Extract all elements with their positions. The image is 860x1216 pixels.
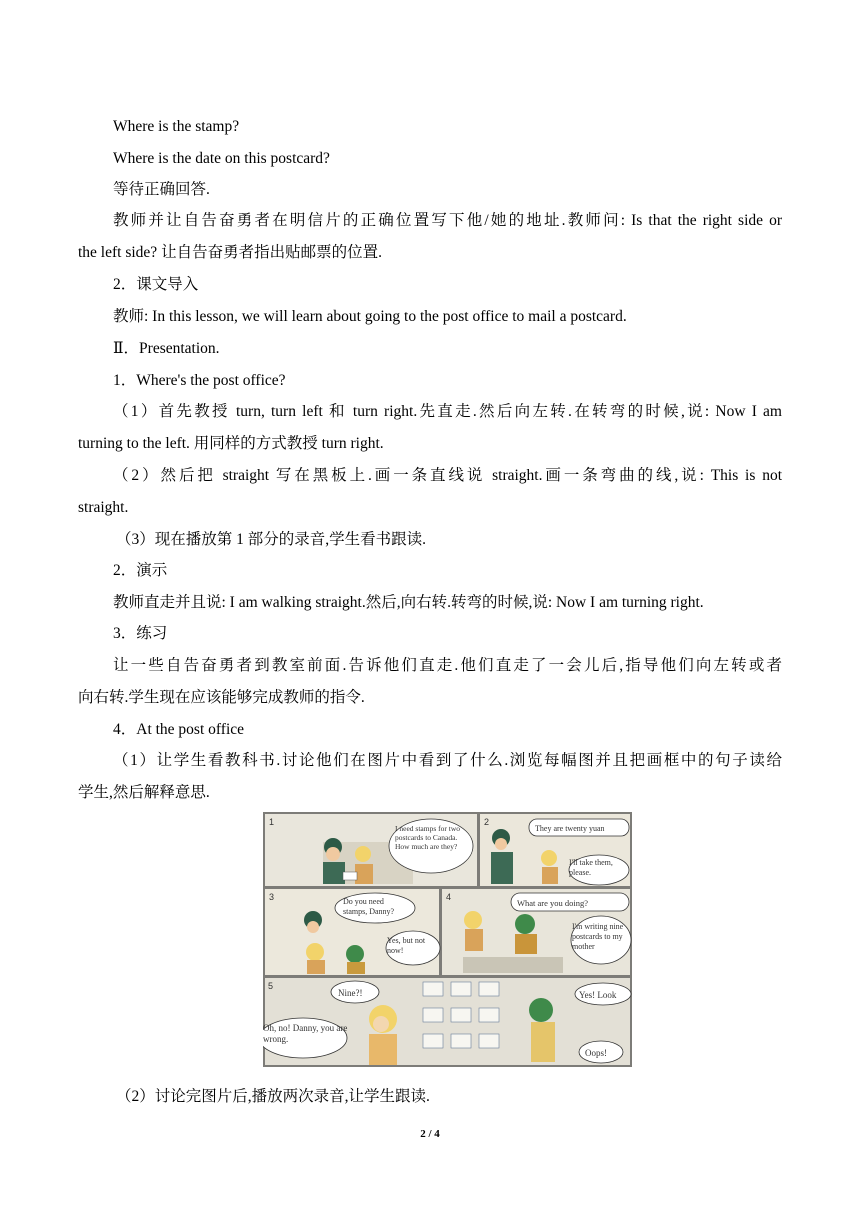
section-heading: 2．课文导入 xyxy=(113,276,199,293)
text-line: 学生,然后解释意思. xyxy=(78,784,210,801)
section-heading: 3．练习 xyxy=(113,625,168,642)
comic-svg xyxy=(263,812,632,1067)
text-line: Where is the stamp? xyxy=(113,118,240,135)
text-line: turning to the left. 用同样的方式教授 turn right. xyxy=(78,435,384,452)
speech-bubble-text: Nine?! xyxy=(338,988,363,998)
section-heading: 2．演示 xyxy=(113,562,168,579)
speech-bubble-text: Oops! xyxy=(585,1048,607,1058)
text-line: 等待正确回答. xyxy=(113,181,210,198)
text-line: 教师: In this lesson, we will learn about going to the post office to mail a postcard. xyxy=(113,308,627,325)
speech-bubble-text: Oh, no! Danny, you are wrong. xyxy=(263,1023,348,1044)
section-heading: 4．At the post office xyxy=(113,721,245,738)
panel-number: 4 xyxy=(446,892,452,902)
text-line: （1）首先教授 turn, turn left 和 turn right.先直走.然后向左转.在转弯的时候,说: Now I am xyxy=(113,403,782,420)
section-heading: Ⅱ．Presentation. xyxy=(113,340,220,357)
text-line: 向右转.学生现在应该能够完成教师的指令. xyxy=(78,689,365,706)
speech-bubble-text: I need stamps for two postcards to Canada. How much are they? xyxy=(395,824,460,851)
text-line: 让一些自告奋勇者到教室前面.告诉他们直走.他们直走了一会儿后,指导他们向左转或者 xyxy=(113,657,782,674)
text-line: （1）让学生看教科书.讨论他们在图片中看到了什么.浏览每幅图并且把画框中的句子读给 xyxy=(113,752,782,769)
speech-bubble-text: I'll take them, please. xyxy=(569,858,613,877)
panel-number: 2 xyxy=(484,817,490,827)
text-line: （2）讨论完图片后,播放两次录音,让学生跟读. xyxy=(116,1088,430,1105)
text-line: （2）然后把 straight 写在黑板上.画一条直线说 straight.画一条弯曲的线,说: This is not xyxy=(113,467,782,484)
speech-bubble-text: Do you need stamps, Danny? xyxy=(343,897,395,916)
speech-bubble-text: They are twenty yuan xyxy=(535,824,605,833)
section-heading: 1．Where's the post office? xyxy=(113,372,286,389)
speech-bubble-text: Yes! Look xyxy=(579,990,617,1000)
panel-number: 1 xyxy=(269,817,275,827)
speech-bubble-text: Yes, but not now! xyxy=(387,936,426,955)
comic-illustration xyxy=(263,812,632,1067)
speech-bubble-text: What are you doing? xyxy=(517,898,589,908)
text-line: straight. xyxy=(78,499,129,516)
text-line: Where is the date on this postcard? xyxy=(113,150,330,167)
page-number: 2 / 4 xyxy=(420,1128,440,1140)
text-line: （3）现在播放第 1 部分的录音,学生看书跟读. xyxy=(116,531,427,548)
speech-bubble-text: I'm writing nine postcards to my mother xyxy=(572,922,624,951)
panel-number: 3 xyxy=(269,892,275,902)
text-line: 教师并让自告奋勇者在明信片的正确位置写下他/她的地址.教师问: Is that the right side or xyxy=(113,212,782,229)
text-line: the left side? 让自告奋勇者指出贴邮票的位置. xyxy=(78,244,382,261)
panel-number: 5 xyxy=(268,981,274,991)
text-line: 教师直走并且说: I am walking straight.然后,向右转.转弯的时候,说: Now I am turning right. xyxy=(113,594,704,611)
